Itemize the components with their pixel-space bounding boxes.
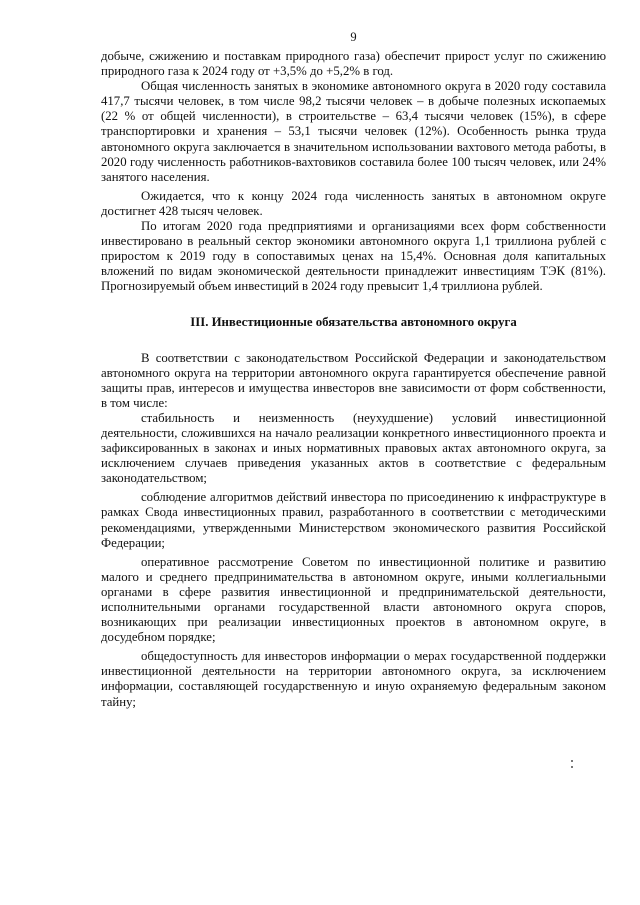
paragraph-information-access: общедоступность для инвесторов информации о мерах государственной поддержки инвестиционной деятельности на территории автономного округа, за исключением информации, составляющей государственную и иную охраняемую федеральным законом тайну;: [101, 649, 606, 709]
paragraph-stability: стабильность и неизменность (неухудшение) условий инвестиционной деятельности, сложившихся на начало реализации конкретного инвестиционного проекта и зафиксированных в законах и иных нормативных правовых актах автономного округа, за исключением случаев приведения указанных актов в соответствие с федеральным законодательством;: [101, 410, 606, 486]
section-title: III. Инвестиционные обязательства автономного округа: [190, 314, 517, 329]
page-number: 9: [350, 30, 357, 44]
paragraph-employment-forecast: Ожидается, что к концу 2024 года численность занятых в автономном округе достигнет 428 тысяч человек.: [101, 188, 606, 218]
paragraph-investment: По итогам 2020 года предприятиями и организациями всех форм собственности инвестировано в реальный сектор экономики автономного округа 1,1 триллиона рублей с приростом к 2019 году в сопоставимых ценах на 15,4%. Основная доля капитальных вложений по видам экономической деятельности принадлежит инвестициям ТЭК (81%). Прогнозируемый объем инвестиций в 2024 году превысит 1,4 триллиона рублей.: [101, 219, 606, 294]
paragraph-continuation: добыче, сжижению и поставкам природного газа) обеспечит прирост услуг по сжижению природного газа к 2024 году от +3,5% до +5,2% в год.: [101, 49, 606, 79]
paragraph-employment: Общая численность занятых в экономике автономного округа в 2020 году составила 417,7 тысячи человек, в том числе 98,2 тысячи человек – в добыче полезных ископаемых (22 % от общей численности), в строительстве – 63,4 тысячи человек (15%), в сфере транспортировки и хранения – 53,1 тысячи человек (12%). Особенность рынка труда автономного округа заключается в значительном использовании вахтового метода работы, в 2020 году численность работников-вахтовиков составила более 100 тысяч человек, или 24% занятого населения.: [101, 79, 606, 184]
scan-marks: [571, 760, 573, 774]
paragraph-guarantees-intro: В соответствии с законодательством Российской Федерации и законодательством автономного округа на территории автономного округа гарантируется обеспечение равной защиты прав, интересов и имущества инвесторов вне зависимости от форм собственности, в том числе:: [101, 350, 606, 410]
paragraph-infrastructure: соблюдение алгоритмов действий инвестора по присоединению к инфраструктуре в рамках Свода инвестиционных правил, разработанного в соответствии с методическими рекомендациями, утвержденными Министерством экономического развития Российской Федерации;: [101, 490, 606, 550]
paragraph-dispute-resolution: оперативное рассмотрение Советом по инвестиционной политике и развитию малого и среднего предпринимательства в автономном округе, иными коллегиальными органами в сфере развития инвестиционной и предпринимательской деятельности, исполнительными органами государственной власти автономного округа споров, возникающих при реализации инвестиционных проектов в автономном округе, в досудебном порядке;: [101, 554, 606, 645]
